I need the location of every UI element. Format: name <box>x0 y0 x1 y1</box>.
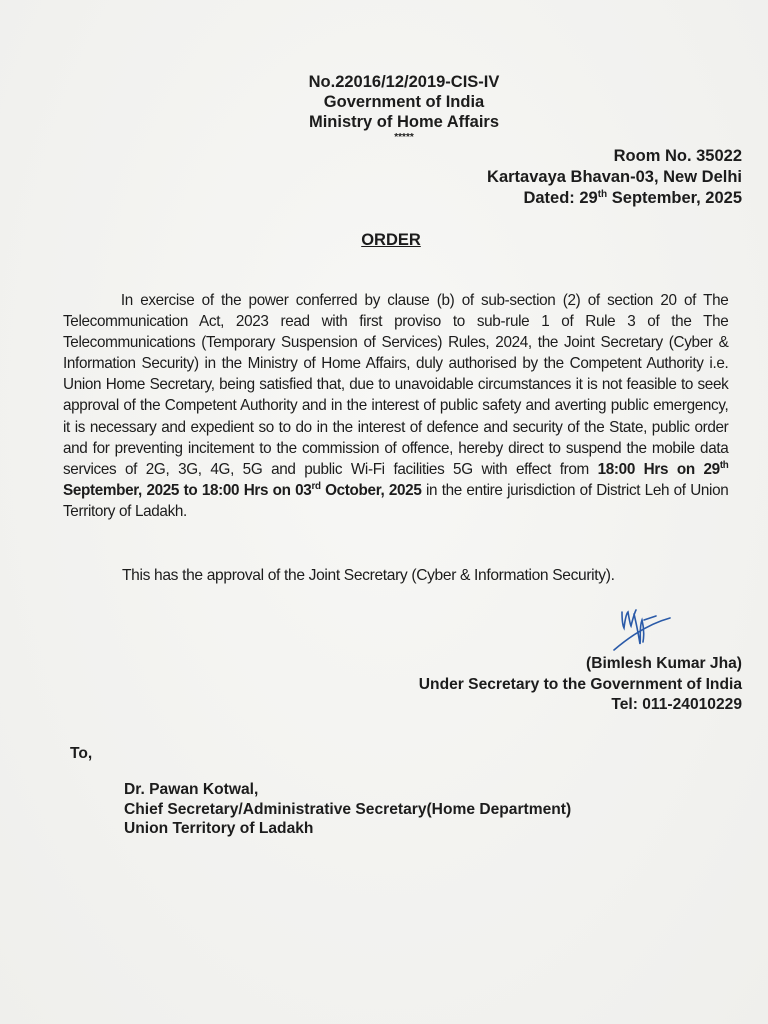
ministry-name: Ministry of Home Affairs <box>308 113 500 131</box>
recipient-designation: Chief Secretary/Administrative Secretary(Home Department) <box>124 800 572 818</box>
separator: ***** <box>394 132 414 143</box>
file-number: No.22016/12/2019-CIS-IV <box>308 73 500 91</box>
to-label: To, <box>70 745 93 762</box>
date-line: Dated: 29th September, 2025 <box>523 189 742 207</box>
signatory-block <box>419 654 742 716</box>
signatory-designation: Under Secretary to the Government of India <box>418 675 742 693</box>
recipient-name: Dr. Pawan Kotwal, <box>124 781 259 798</box>
recipient-territory: Union Territory of Ladakh <box>124 820 314 837</box>
recipient-block <box>124 780 571 839</box>
signature-icon <box>608 598 678 658</box>
office-address <box>487 146 742 209</box>
signatory-tel: Tel: 011-24010229 <box>611 696 742 713</box>
letterhead <box>0 72 768 144</box>
building: Kartavaya Bhavan-03, New Delhi <box>487 168 742 186</box>
signatory-name: (Bimlesh Kumar Jha) <box>586 655 742 672</box>
page-title: ORDER <box>361 231 421 249</box>
room-number: Room No. 35022 <box>613 147 742 165</box>
effective-to: 18:00 Hrs on 03rd October, 2025 <box>197 480 422 499</box>
approval-note: This has the approval of the Joint Secretary (Cyber & Information Security). <box>122 567 615 584</box>
effective-from: 18:00 Hrs on 29th September, 2025 to <box>63 459 729 499</box>
order-body: In exercise of the power conferred by clause (b) of sub-section (2) of section 20 of The Telecommunication Act, 2023 read with first proviso to sub-rule 1 of Rule 3 of the The Telecommunications (Temporary Suspension of Services) Rules, 2024, the Joint Secretary (Cyber & Information Security) in the Ministry of Home Affairs, duly authorised by the Competent Authority i.e. Union Home Secretary, being satisfied that, due to unavoidable circumstances it is not feasible to seek approval of the Competent Authority and in the interest of public safety and averting public emergency, it is necessary and expedient so to do in the interest of defence and security of the State, public order and for preventing incitement to the commission of offence, hereby direct to suspend the mobile data services of 2G, 3G, 4G, 5G and public Wi-Fi facilities 5G with effect from 18:00 Hrs on 29th September, 2025 to 18:00 Hrs on 03rd October, 2025 in the entire jurisdiction of District Leh of Union Territory of Ladakh. <box>63 292 729 520</box>
government-name: Government of India <box>323 93 485 111</box>
